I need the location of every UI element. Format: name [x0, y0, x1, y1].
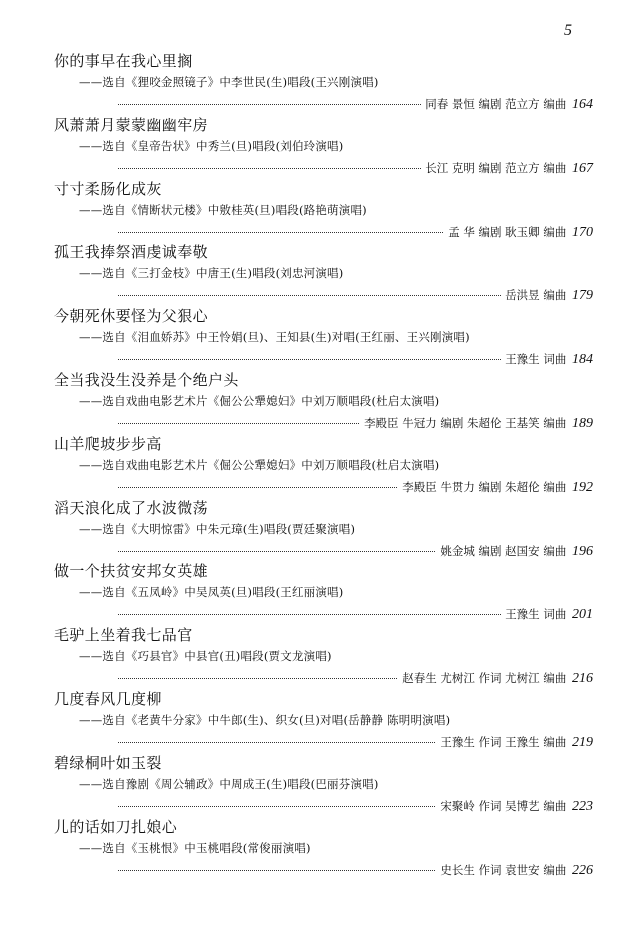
entry-title: 寸寸柔肠化成灰 [54, 179, 162, 198]
entry-credit [436, 861, 593, 880]
credit-line [118, 733, 593, 751]
toc-entry [0, 243, 627, 307]
entry-source: ——选自《皇帝告状》中秀兰(旦)唱段(刘伯玲演唱) [79, 138, 344, 153]
credit-line [118, 478, 593, 496]
credit-line [118, 669, 593, 687]
toc-entry [0, 690, 627, 754]
entry-title: 孤王我捧祭酒虔诚奉敬 [54, 243, 209, 262]
credit-text: 长江 克明 编剧 范立方 编曲 [425, 160, 567, 175]
toc-entry [0, 180, 627, 244]
entry-page-number: 216 [572, 671, 593, 687]
table-of-contents [0, 52, 627, 881]
entry-source: ——选自《泪血娇苏》中王怜娟(旦)、王知县(生)对唱(王红丽、王兴刚演唱) [79, 330, 470, 345]
entry-page-number: 219 [572, 734, 593, 750]
entry-title: 滔天浪化成了水波微荡 [54, 498, 209, 517]
entry-credit [501, 350, 593, 369]
entry-title: 今朝死休要怪为父狠心 [54, 307, 209, 326]
credit-line [118, 797, 593, 815]
credit-line [118, 286, 593, 304]
page-number: 5 [564, 22, 572, 39]
credit-line [118, 542, 593, 560]
entry-credit [398, 669, 593, 688]
entry-credit [436, 797, 593, 816]
entry-page-number: 189 [572, 415, 593, 431]
credit-text: 孟 华 编剧 耿玉卿 编曲 [448, 224, 567, 239]
entry-credit [398, 478, 593, 497]
entry-credit [444, 223, 593, 242]
credit-line [118, 861, 593, 879]
credit-line [118, 223, 593, 241]
entry-credit [436, 733, 593, 752]
entry-credit [501, 286, 593, 305]
toc-entry [0, 499, 627, 563]
entry-page-number: 226 [572, 862, 593, 878]
credit-text: 史长生 作词 袁世安 编曲 [440, 862, 567, 877]
credit-line [118, 414, 593, 432]
entry-page-number: 196 [572, 543, 593, 559]
entry-source: ——选自《三打金枝》中唐王(生)唱段(刘忠河演唱) [79, 266, 344, 281]
toc-entry [0, 116, 627, 180]
credit-text: 王豫生 词曲 [505, 352, 567, 367]
entry-source: ——选自《大明惊雷》中朱元璋(生)唱段(贾廷聚演唱) [79, 521, 356, 536]
entry-credit [501, 605, 593, 624]
credit-text: 李殿臣 牛贯力 编剧 朱超伦 编曲 [402, 479, 567, 494]
entry-source: ——选自《情断状元楼》中敫桂英(旦)唱段(路艳萌演唱) [79, 202, 367, 217]
entry-source: ——选自豫剧《周公辅政》中周成王(生)唱段(巴丽芬演唱) [79, 776, 379, 791]
entry-source: ——选自《巧县官》中县官(丑)唱段(贾文龙演唱) [79, 649, 332, 664]
entry-title: 山羊爬坡步步高 [54, 434, 162, 453]
toc-entry [0, 371, 627, 435]
entry-credit [436, 542, 593, 561]
entry-source: ——选自戏曲电影艺术片《倔公公犟媳妇》中刘万顺唱段(杜启太演唱) [79, 457, 440, 472]
entry-page-number: 184 [572, 352, 593, 368]
credit-text: 宋聚岭 作词 吴博艺 编曲 [440, 798, 567, 813]
entry-credit [360, 414, 593, 433]
entry-page-number: 223 [572, 798, 593, 814]
entry-title: 毛驴上坐着我七品官 [54, 626, 193, 645]
credit-text: 王豫生 词曲 [505, 607, 567, 622]
entry-source: ——选自戏曲电影艺术片《倔公公犟媳妇》中刘万顺唱段(杜启太演唱) [79, 393, 440, 408]
toc-entry [0, 435, 627, 499]
entry-source: ——选自《五凤岭》中吴凤英(旦)唱段(王红丽演唱) [79, 585, 344, 600]
entry-title: 几度春风几度柳 [54, 689, 162, 708]
entry-title: 儿的话如刀扎娘心 [54, 817, 178, 836]
credit-text: 岳洪昱 编曲 [505, 288, 567, 303]
credit-text: 姚金城 编剧 赵国安 编曲 [440, 543, 567, 558]
entry-credit [421, 95, 593, 114]
credit-line [118, 159, 593, 177]
entry-title: 你的事早在我心里搁 [54, 52, 193, 70]
toc-entry [0, 307, 627, 371]
entry-page-number: 201 [572, 607, 593, 623]
toc-entry [0, 562, 627, 626]
credit-text: 赵春生 尤树江 作词 尤树江 编曲 [402, 671, 567, 686]
entry-source: ——选自《老黄牛分家》中牛郎(生)、织女(旦)对唱(岳静静 陈明明演唱) [79, 712, 451, 727]
toc-entry [0, 754, 627, 818]
toc-entry [0, 52, 627, 116]
entry-page-number: 179 [572, 288, 593, 304]
entry-title: 做一个扶贫安邦女英雄 [54, 562, 209, 581]
entry-title: 全当我没生没养是个绝户头 [54, 370, 239, 389]
credit-line [118, 350, 593, 368]
credit-text: 同春 景恒 编剧 范立方 编曲 [425, 97, 567, 111]
entry-source: ——选自《玉桃恨》中玉桃唱段(常俊丽演唱) [79, 840, 311, 855]
entry-title: 碧绿桐叶如玉裂 [54, 753, 162, 772]
entry-page-number: 192 [572, 479, 593, 495]
entry-page-number: 164 [572, 97, 593, 112]
entry-page-number: 167 [572, 160, 593, 176]
entry-title: 风萧萧月蒙蒙幽幽牢房 [54, 115, 209, 134]
toc-entry [0, 626, 627, 690]
credit-line [118, 95, 593, 113]
credit-text: 王豫生 作词 王豫生 编曲 [440, 734, 567, 749]
credit-line [118, 605, 593, 623]
entry-credit [421, 159, 593, 178]
entry-page-number: 170 [572, 224, 593, 240]
toc-entry [0, 818, 627, 882]
credit-text: 李殿臣 牛冠力 编剧 朱超伦 王基笑 编曲 [364, 415, 567, 430]
entry-source: ——选自《狸咬金照镜子》中李世民(生)唱段(王兴刚演唱) [79, 75, 379, 89]
